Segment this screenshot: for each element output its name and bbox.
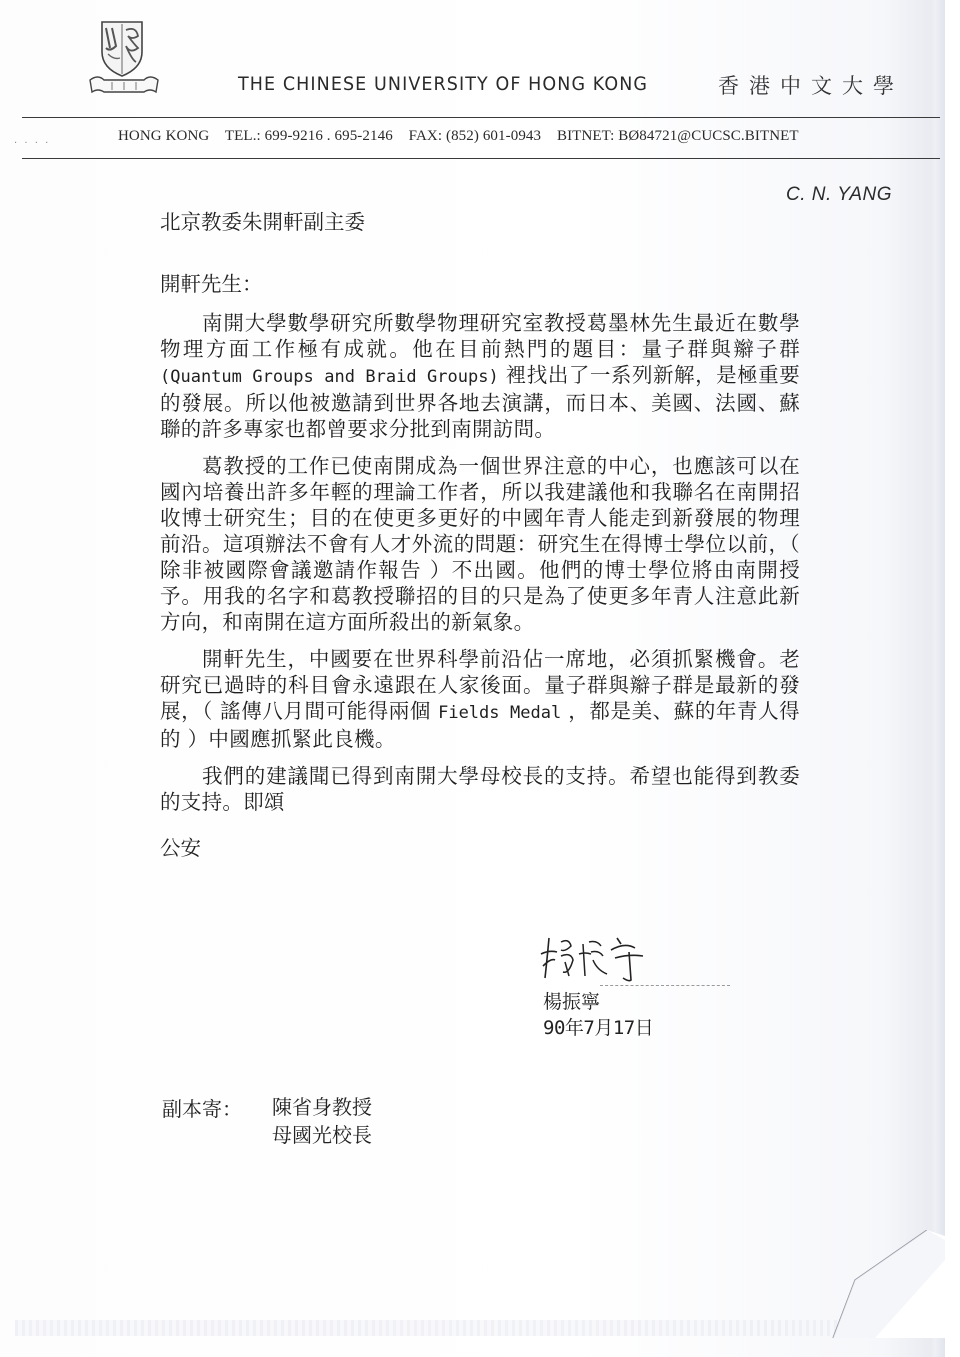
contact-city: HONG KONG (118, 128, 210, 144)
paragraph-text: 裡找出了一系列新解，是極重要的發展。所以他被邀請到世界各地去演講，而日本、美國、法國、蘇聯的許多專家也都曾要求分批到南開訪問。 (160, 363, 800, 441)
cc-recipients (272, 1093, 372, 1149)
cc-label: 副本寄： (162, 1097, 242, 1121)
letter-closing: 公安 (160, 836, 201, 860)
letter-paragraph-1 (160, 310, 800, 442)
letter-paragraph-2 (160, 453, 800, 635)
paragraph-text: 我們的建議聞已得到南開大學母校長的支持。希望也能得到教委的支持。即頌 (160, 764, 800, 814)
handwritten-signature-icon (535, 930, 655, 985)
contact-telephone: TEL.: 699-9216 . 695-2146 (224, 128, 393, 144)
page-bottom-scan-noise (15, 1320, 940, 1336)
letterhead-contact-line (118, 128, 799, 145)
author-name: C. N. YANG (785, 184, 892, 205)
letterhead-rule-top (22, 117, 940, 118)
letter-recipient: 北京教委朱開軒副主委 (160, 210, 365, 234)
paragraph-latin-text: Fields Medal (438, 703, 562, 723)
scan-specks: . . . . (14, 135, 51, 146)
cuhk-crest-icon (88, 18, 160, 98)
signatory-name: 楊振寧 (543, 991, 601, 1013)
cc-recipient: 陳省身教授 (272, 1095, 372, 1119)
paragraph-latin-text: (Quantum Groups and Braid Groups) (160, 367, 499, 387)
page-curl-icon (815, 1230, 945, 1340)
contact-fax: FAX: (852) 601-0943 (408, 128, 542, 144)
cc-recipient: 母國光校長 (272, 1123, 372, 1147)
letter-paragraph-4 (160, 763, 800, 815)
university-name-chinese: 香港中文大學 (718, 74, 904, 98)
letter-paragraph-3 (160, 646, 800, 752)
university-name-english: THE CHINESE UNIVERSITY OF HONG KONG (238, 73, 649, 95)
signature-line (600, 985, 730, 986)
paragraph-text: 南開大學數學研究所數學物理研究室教授葛墨林先生最近在數學物理方面工作極有成就。他在目前熱門的題目：量子群與辮子群 (160, 311, 800, 361)
paragraph-text: ，都是美、蘇的年青人得的 ）中國應抓緊此良機。 (160, 699, 800, 751)
paragraph-text: 開軒先生，中國要在世界科學前沿佔一席地，必須抓緊機會。老研究已過時的科目會永遠跟在人家後面。量子群與辮子群是最新的發展，（ 謠傳八月間可能得兩個 (160, 647, 800, 723)
contact-bitnet: BITNET: BØ84721@CUCSC.BITNET (556, 128, 799, 144)
paragraph-text: 葛教授的工作已使南開成為一個世界注意的中心，也應該可以在國內培養出許多年輕的理論工作者，所以我建議他和我聯名在南開招收博士研究生；目的在使更多更好的中國年青人能走到新發展的物理前沿。這項辦法不會有人才外流的問題：研究生在得博士學位以前，（ 除非被國際會議邀請作報告 ）不出國。他們的博士學位將由南開授予。用我的名字和葛教授聯招的目的只是為了使更多年青人注意此新方向，和南開在這方面所殺出的新氣象。 (160, 454, 800, 634)
letterhead-rule-bottom (22, 158, 940, 159)
page-edge-shadow (935, 0, 945, 1357)
letter-date: 90年7月17日 (543, 1017, 654, 1039)
letter-salutation: 開軒先生： (160, 272, 263, 296)
